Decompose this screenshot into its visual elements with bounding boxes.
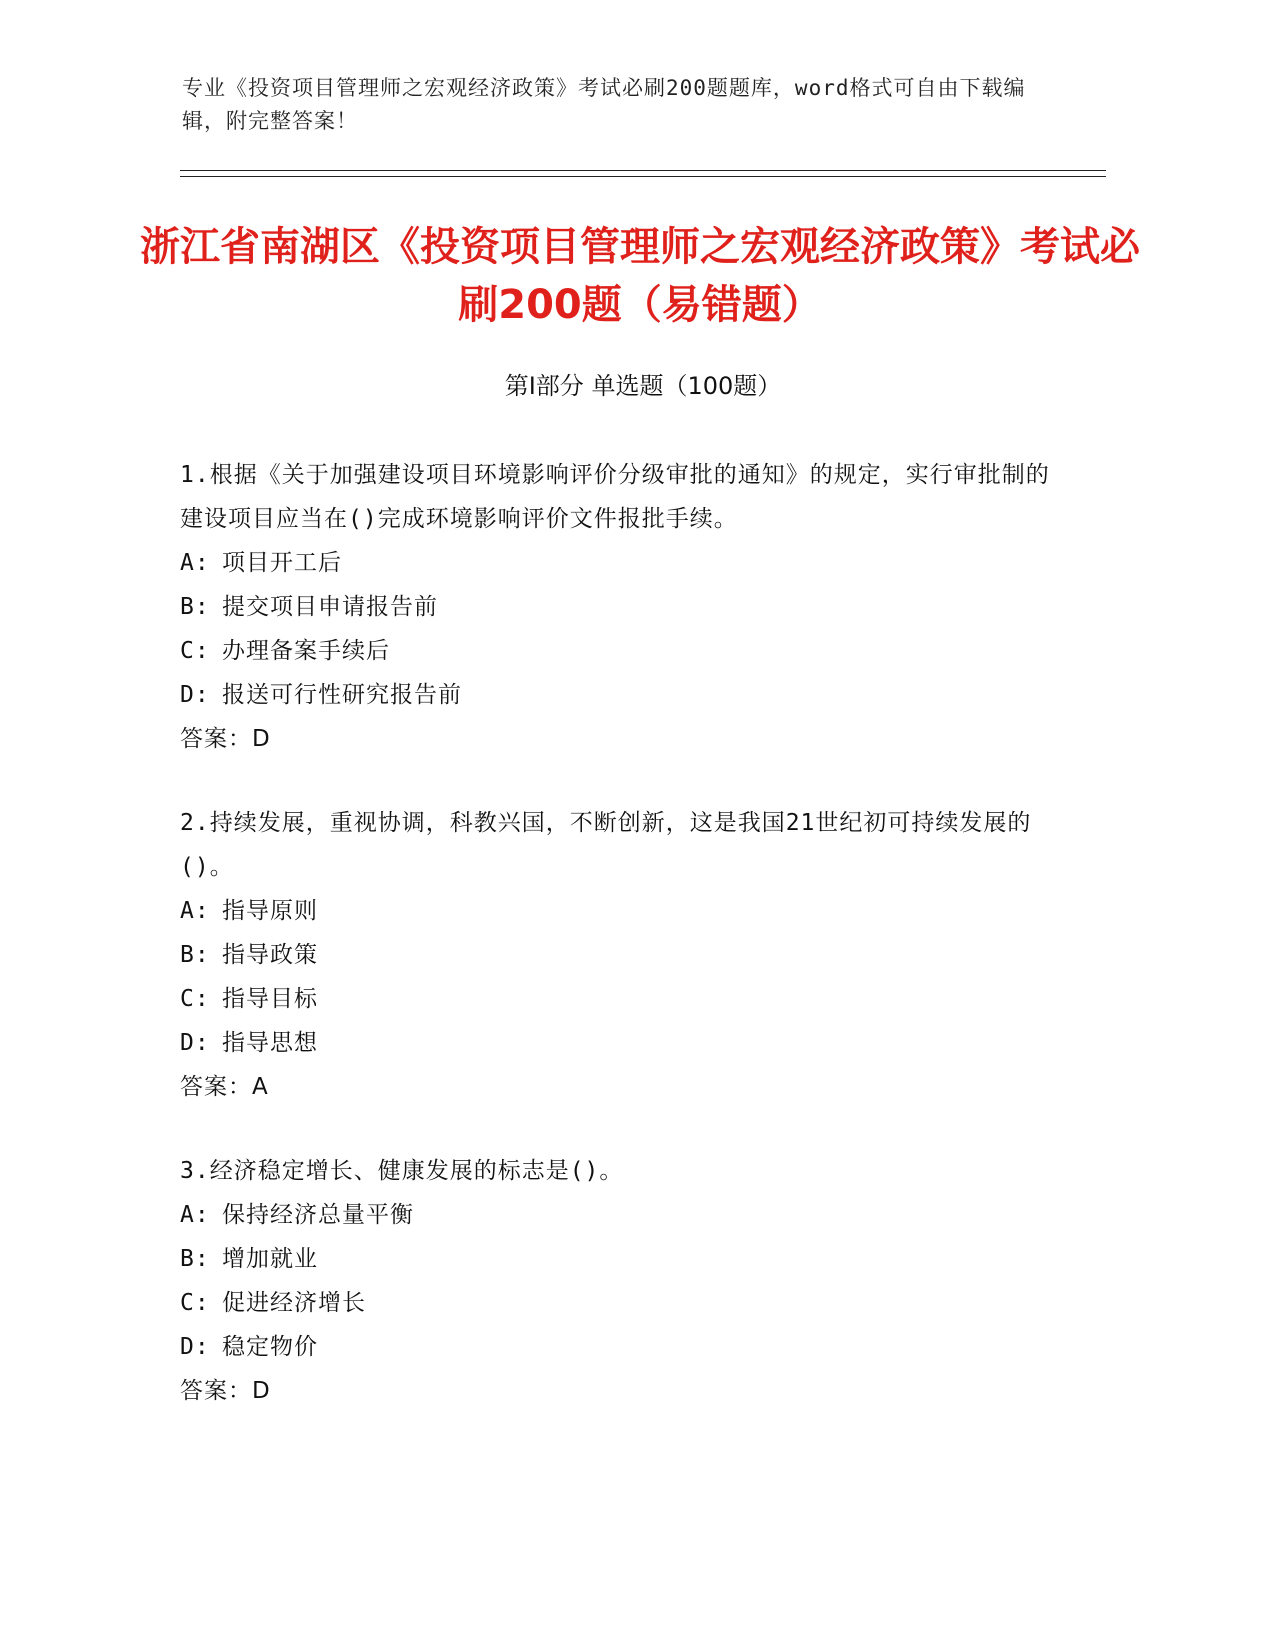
- option-key: A:: [180, 898, 210, 924]
- option-d: [180, 673, 1060, 717]
- answer-line: 答案：D: [180, 726, 271, 752]
- option-text: 指导思想: [222, 1030, 318, 1056]
- option-b: [180, 585, 1060, 629]
- option-text: 指导目标: [222, 986, 318, 1012]
- option-c: [180, 977, 1060, 1021]
- option-key: B:: [180, 942, 210, 968]
- option-key: B:: [180, 1246, 210, 1272]
- option-key: D:: [180, 682, 210, 708]
- option-text: 指导政策: [222, 942, 318, 968]
- option-c: [180, 629, 1060, 673]
- option-key: C:: [180, 1290, 210, 1316]
- question-stem: 3.经济稳定增长、健康发展的标志是()。: [180, 1158, 624, 1184]
- header-divider-bottom: [180, 176, 1106, 177]
- option-text: 提交项目申请报告前: [222, 594, 438, 620]
- header-note: 专业《投资项目管理师之宏观经济政策》考试必刷200题题库，word格式可自由下载编辑，附完整答案！: [182, 76, 1026, 133]
- option-b: [180, 933, 1060, 977]
- option-key: C:: [180, 986, 210, 1012]
- option-text: 保持经济总量平衡: [222, 1202, 414, 1228]
- option-text: 报送可行性研究报告前: [222, 682, 462, 708]
- option-a: [180, 541, 1060, 585]
- option-text: 项目开工后: [222, 550, 342, 576]
- question-2: [180, 801, 1060, 1109]
- document-title: 浙江省南湖区《投资项目管理师之宏观经济政策》考试必刷200题（易错题）: [140, 224, 1140, 328]
- option-d: [180, 1325, 1060, 1369]
- option-text: 办理备案手续后: [222, 638, 390, 664]
- option-key: C:: [180, 638, 210, 664]
- option-text: 稳定物价: [222, 1334, 318, 1360]
- option-d: [180, 1021, 1060, 1065]
- option-a: [180, 1193, 1060, 1237]
- question-3: [180, 1149, 1060, 1413]
- option-key: B:: [180, 594, 210, 620]
- option-text: 增加就业: [222, 1246, 318, 1272]
- option-b: [180, 1237, 1060, 1281]
- header-divider-top: [180, 170, 1106, 171]
- question-stem: 1.根据《关于加强建设项目环境影响评价分级审批的通知》的规定，实行审批制的建设项目应当在()完成环境影响评价文件报批手续。: [180, 462, 1050, 532]
- question-1: [180, 453, 1060, 761]
- option-a: [180, 889, 1060, 933]
- option-key: D:: [180, 1334, 210, 1360]
- option-c: [180, 1281, 1060, 1325]
- answer-line: 答案：D: [180, 1378, 271, 1404]
- option-key: D:: [180, 1030, 210, 1056]
- section-heading: 第I部分 单选题（100题）: [504, 372, 782, 400]
- option-key: A:: [180, 1202, 210, 1228]
- option-text: 促进经济增长: [222, 1290, 366, 1316]
- answer-line: 答案：A: [180, 1074, 269, 1100]
- option-key: A:: [180, 550, 210, 576]
- option-text: 指导原则: [222, 898, 318, 924]
- question-stem: 2.持续发展，重视协调，科教兴国，不断创新，这是我国21世纪初可持续发展的()。: [180, 810, 1032, 880]
